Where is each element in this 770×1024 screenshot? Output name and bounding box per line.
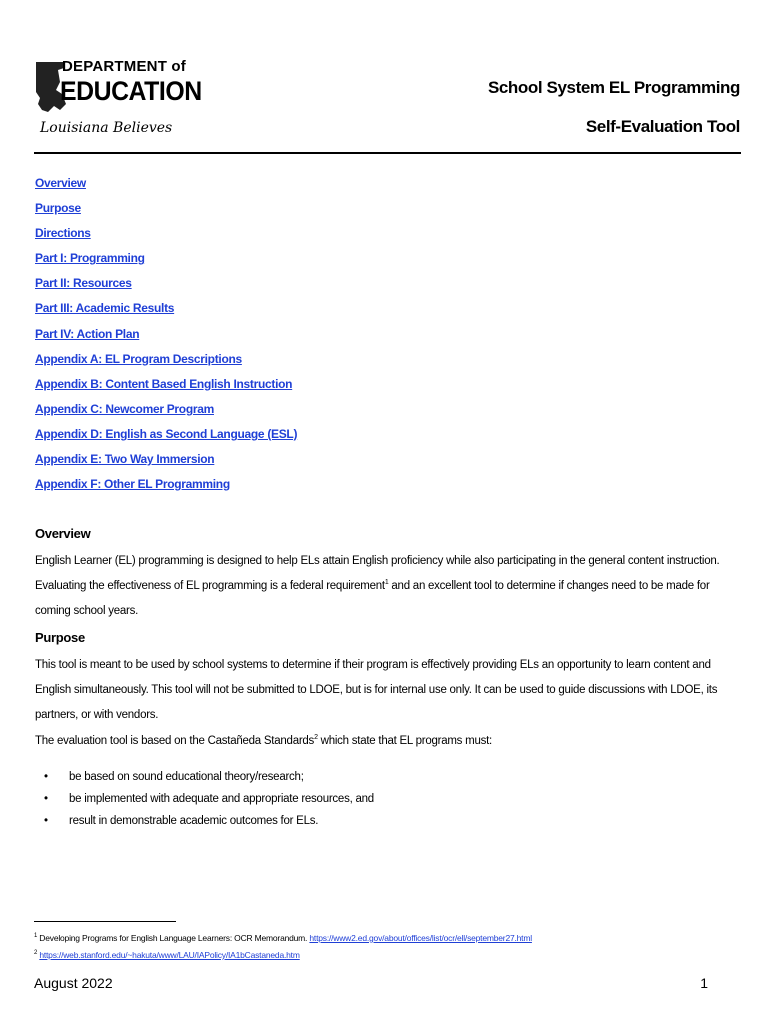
department-of-education-logo	[34, 58, 202, 144]
footer-date: August 2022	[34, 975, 113, 991]
bullet-text: be implemented with adequate and appropriate resources, and	[69, 793, 374, 805]
footnote-divider	[34, 921, 176, 922]
overview-paragraph	[35, 549, 740, 624]
toc-link-part-2[interactable]: Part II: Resources	[35, 276, 132, 291]
toc-link-appendix-e[interactable]: Appendix E: Two Way Immersion	[35, 452, 215, 467]
logo-department-text: DEPARTMENT of	[62, 58, 186, 75]
page-number: 1	[700, 975, 708, 991]
castaneda-intro	[35, 729, 740, 754]
bullet-icon: •	[44, 771, 48, 783]
footnote-ref-2: 2	[314, 734, 318, 742]
footnote-1-number: 1	[34, 933, 38, 940]
toc-link-purpose[interactable]: Purpose	[35, 201, 81, 216]
bullet-text: be based on sound educational theory/research;	[69, 771, 304, 783]
toc-link-appendix-f[interactable]: Appendix F: Other EL Programming	[35, 477, 230, 492]
footnote-1-link[interactable]: https://www2.ed.gov/about/offices/list/ocr/ell/september27.html	[309, 933, 532, 943]
logo-education-text: EDUCATION	[60, 76, 202, 106]
title-line-2: Self-Evaluation Tool	[585, 117, 740, 136]
footnote-1-text: Developing Programs for English Language Learners: OCR Memorandum.	[37, 933, 310, 943]
list-item	[44, 810, 374, 832]
purpose-paragraph: This tool is meant to be used by school systems to determine if their program is effectively providing ELs an opportunity to learn content and English simultaneously. This tool will not be submitted to LDOE, but is for internal use only. It can be used to guide discussions with LDOE, its partners, or with vendors.	[35, 659, 718, 721]
footnote-1	[34, 933, 532, 943]
castaneda-intro-b: which state that EL programs must:	[317, 735, 492, 747]
footnote-2	[34, 950, 300, 960]
bullet-icon: •	[44, 793, 48, 805]
purpose-heading: Purpose	[35, 630, 85, 645]
footnote-ref-1: 1	[384, 579, 389, 587]
toc-link-part-4[interactable]: Part IV: Action Plan	[35, 326, 140, 341]
document-title	[488, 68, 740, 146]
castaneda-bullet-list	[44, 766, 374, 832]
list-item	[44, 788, 374, 810]
toc-link-appendix-a[interactable]: Appendix A: EL Program Descriptions	[35, 351, 242, 366]
toc-link-appendix-b[interactable]: Appendix B: Content Based English Instruction	[35, 376, 293, 391]
overview-text-b: and an excellent tool to determine if changes need to be made for coming school years.	[35, 580, 710, 617]
toc-link-part-3[interactable]: Part III: Academic Results	[35, 301, 175, 316]
overview-text-a: English Learner (EL) programming is designed to help ELs attain English proficiency while also participating in the general content instruction. Evaluating the effectiveness of EL programming is a federal requirement	[35, 555, 720, 592]
footnote-2-number: 2	[34, 950, 38, 957]
bullet-text: result in demonstrable academic outcomes for ELs.	[69, 815, 319, 827]
toc-link-appendix-d[interactable]: Appendix D: English as Second Language (ESL)	[35, 426, 298, 441]
footnote-2-link[interactable]: https://web.stanford.edu/~hakuta/www/LAU/IAPolicy/IA1bCastaneda.htm	[39, 950, 300, 960]
table-of-contents	[35, 174, 297, 500]
list-item	[44, 766, 374, 788]
title-line-1: School System EL Programming	[487, 78, 740, 97]
toc-link-directions[interactable]: Directions	[35, 226, 91, 241]
logo-tagline: Louisiana Believes	[40, 120, 173, 136]
toc-link-part-1[interactable]: Part I: Programming	[35, 251, 145, 266]
toc-link-appendix-c[interactable]: Appendix C: Newcomer Program	[35, 401, 214, 416]
toc-link-overview[interactable]: Overview	[35, 176, 86, 190]
header-divider	[34, 152, 741, 154]
bullet-icon: •	[44, 815, 48, 827]
overview-heading: Overview	[35, 526, 91, 541]
castaneda-intro-a: The evaluation tool is based on the Castañeda Standards	[35, 735, 315, 747]
